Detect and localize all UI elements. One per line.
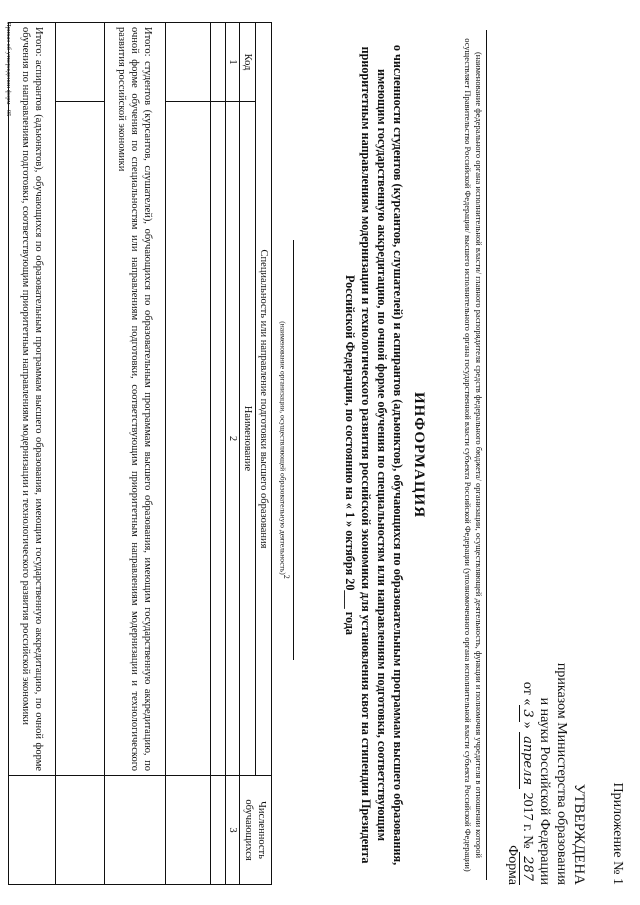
empty-row xyxy=(56,23,105,885)
footnote: Приказ об утверждении форм - 05 xyxy=(5,22,12,117)
total-postgrads-value xyxy=(9,776,56,885)
total-students-value xyxy=(105,776,166,885)
total-postgrads-text: Итого: аспирантов (адъюнктов), обучающихся по образовательным программам высшего образования, имеющим государственную аккредитацию, по очной форме обучения по направлениям подготовки, соответствующим приоритетным направлениям модернизации и технологического развития российской экономики xyxy=(9,23,56,776)
name-header: Наименование xyxy=(240,102,256,776)
date-day: 3 xyxy=(519,705,535,721)
document-title: ИНФОРМАЦИЯ xyxy=(411,391,427,519)
empty-row xyxy=(211,23,226,885)
code-header: Код xyxy=(240,23,256,102)
authority-underline xyxy=(486,30,487,880)
date-month: апреля xyxy=(519,732,535,789)
column-number-2: 2 xyxy=(226,102,240,776)
appendix-label: Приложение № 1 xyxy=(610,782,625,885)
authority-caption: (наименование федерального органа исполнительной власти/ главного распорядителя средств федерального бюджета/ организации, осуществляющей деятельность, функции и полномочия учредителя в отношении которой осуществляет Правительство Российской Федерации/ высшего исполнительного органа государственной власти субъекта Российской Федерации (уполномоченного органа исполнительной власти субъекта Российской Федерации) xyxy=(463,38,484,872)
specialty-header: Специальность или направление подготовки высшего образования xyxy=(256,23,272,776)
column-number-3: 3 xyxy=(226,776,240,885)
form-label: Форма xyxy=(505,845,520,885)
total-students-row xyxy=(105,23,166,885)
total-postgrads-row xyxy=(9,23,56,885)
approved-line2: и науки Российской Федерации xyxy=(537,697,552,885)
column-number-1: 1 xyxy=(226,23,240,102)
empty-row xyxy=(166,23,211,885)
organization-caption: (наименование организации, осуществляющей образовательную деятельность)2 xyxy=(278,321,291,579)
approved-label: УТВЕРЖДЕНА xyxy=(571,783,587,885)
count-header: Численность обучающихся xyxy=(240,776,272,885)
approval-date: от «3» апреля 2017 г. № 287 xyxy=(519,525,536,885)
document-subtitle: о численности студентов (курсантов, слушателей) и аспирантов (адъюнктов), обучающихся по образовательным программам высшего образования, имеющим государственную аккредитацию, по очной форме обучения по специальностям или направлениям подготовки, соответствующим приоритетным направлениям модернизации и технологического развития российской экономики для установления квот на стипендии Президента Российской Федерации, по состоянию на « 1 » октября 20___ года xyxy=(343,44,405,866)
organization-underline xyxy=(293,240,294,660)
approval-block xyxy=(519,525,626,885)
total-students-text: Итого: студентов (курсантов, слушателей), обучающихся по образовательным программам высшего образования, имеющим государственную аккредитацию, по очной форме обучения по специальностям или направлениям подготовки, соответствующим приоритетным направлениям модернизации и технологического развития российской экономики xyxy=(105,23,166,776)
order-number: 287 xyxy=(519,852,535,885)
approved-line1: приказом Министерства образования xyxy=(554,662,569,885)
data-table xyxy=(8,22,272,885)
